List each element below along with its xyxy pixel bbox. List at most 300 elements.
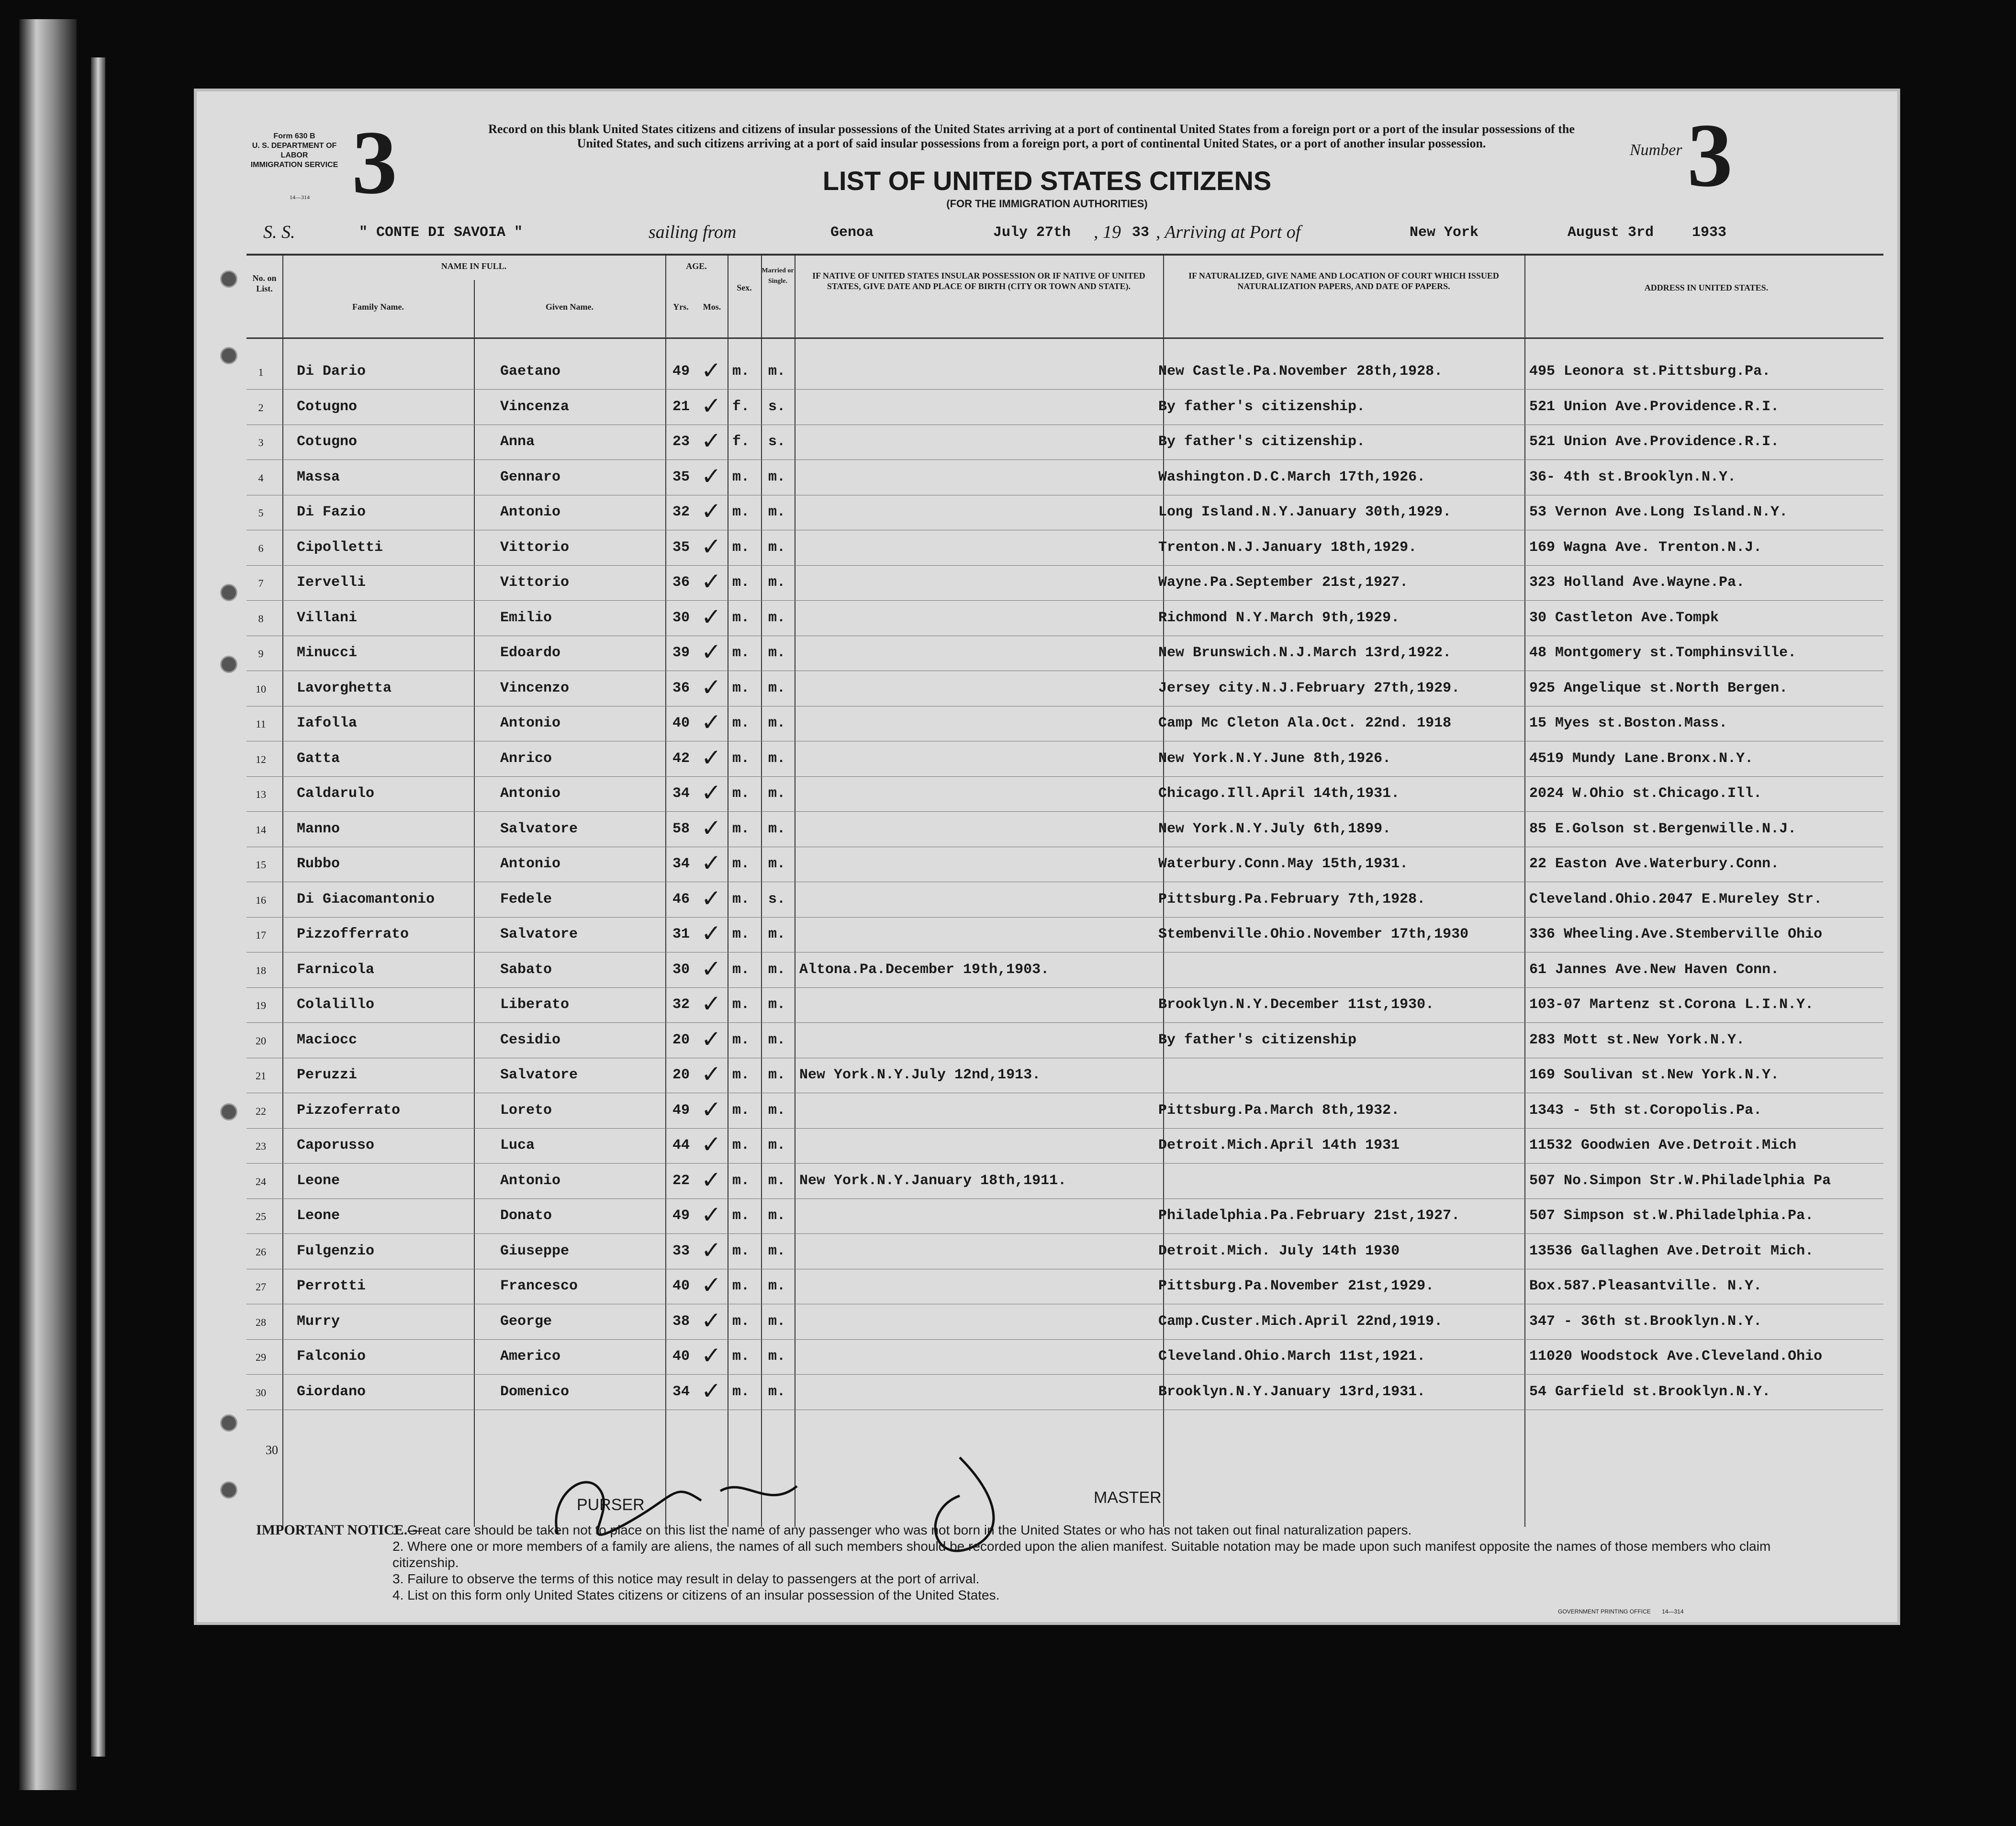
cell-addr: 521 Union Ave.Providence.R.I. [1529, 398, 1780, 415]
table-row [194, 1307, 1900, 1341]
cell-addr: 507 Simpson st.W.Philadelphia.Pa. [1529, 1208, 1814, 1224]
cell-family: Iafolla [297, 715, 358, 731]
cell-ms: m. [768, 820, 786, 837]
table-row [194, 568, 1900, 602]
cell-nat: New York.N.Y.June 8th,1926. [1158, 750, 1391, 767]
cell-sex: m. [732, 363, 750, 380]
cell-no: 12 [256, 753, 266, 765]
cell-addr: 169 Wagna Ave. Trenton.N.J. [1529, 539, 1762, 556]
binder-strip [91, 57, 105, 1757]
cell-no: 6 [258, 542, 264, 554]
table-row [194, 392, 1900, 426]
cell-addr: 336 Wheeling.Ave.Stemberville Ohio [1529, 926, 1823, 942]
cell-age: 36 [672, 680, 690, 696]
table-row [194, 1131, 1900, 1165]
cell-given: Salvatore [500, 820, 578, 837]
cell-family: Cotugno [297, 398, 358, 415]
table-row [194, 990, 1900, 1024]
check-mark: ✓ [701, 1061, 721, 1087]
cell-sex: m. [732, 785, 750, 802]
cell-age: 36 [672, 574, 690, 591]
cell-sex: m. [732, 1031, 750, 1048]
cell-addr: 11532 Goodwien Ave.Detroit.Mich [1529, 1137, 1797, 1154]
table-row [194, 919, 1900, 954]
cell-sex: m. [732, 715, 750, 731]
cell-age: 49 [672, 1208, 690, 1224]
cell-age: 23 [672, 434, 690, 450]
cell-addr: 507 No.Simpon Str.W.Philadelphia Pa [1529, 1172, 1831, 1189]
cell-no: 26 [256, 1245, 266, 1258]
table-row [194, 849, 1900, 884]
cell-nat: By father's citizenship [1158, 1031, 1357, 1048]
cell-ms: m. [768, 1137, 786, 1154]
col-yrs: Yrs. [673, 302, 689, 312]
cell-ms: m. [768, 1383, 786, 1400]
table-row [194, 1236, 1900, 1271]
cell-no: 13 [256, 788, 266, 800]
cell-addr: 495 Leonora st.Pittsburg.Pa. [1529, 363, 1771, 380]
cell-nat: Jersey city.N.J.February 27th,1929. [1158, 680, 1460, 696]
table-top-rule [246, 254, 1883, 256]
cell-given: Gaetano [500, 363, 561, 380]
cell-no: 25 [256, 1210, 266, 1222]
table-row [194, 497, 1900, 532]
cell-addr: 283 Mott st.New York.N.Y. [1529, 1031, 1745, 1048]
col-birth: IF NATIVE OF UNITED STATES INSULAR POSSESSION OR IF NATIVE OF UNITED STATES, GIVE DATE AND PLACE OF BIRTH (CITY OR TOWN AND STATE). [812, 271, 1145, 291]
row-rule [246, 776, 1883, 777]
cell-no: 28 [256, 1316, 266, 1328]
table-row [194, 638, 1900, 672]
cell-ms: m. [768, 961, 786, 978]
cell-no: 16 [256, 894, 266, 906]
notice-item: 4. List on this form only United States citizens or citizens of an insular possession of the United States. [392, 1588, 1000, 1602]
cell-family: Lavorghetta [297, 680, 392, 696]
cell-given: Luca [500, 1137, 535, 1154]
cell-given: Vittorio [500, 574, 570, 591]
notice-item: 2. Where one or more members of a family are aliens, the names of all such members should be recorded upon the alien manifest. Suitable notation may be made upon such manifest opposite the names of those members who claim citizenship. [392, 1539, 1771, 1570]
cell-no: 9 [258, 648, 264, 660]
cell-addr: Cleveland.Ohio.2047 E.Mureley Str. [1529, 891, 1823, 907]
cell-nat: Pittsburg.Pa.March 8th,1932. [1158, 1102, 1400, 1119]
number-label: Number [1630, 141, 1682, 159]
check-mark: ✓ [701, 1201, 721, 1228]
cell-nat: Trenton.N.J.January 18th,1929. [1158, 539, 1417, 556]
cell-family: Cotugno [297, 434, 358, 450]
total-count: 30 [266, 1443, 278, 1457]
cell-addr: 13536 Gallaghen Ave.Detroit Mich. [1529, 1243, 1814, 1259]
cell-family: Caporusso [297, 1137, 375, 1154]
cell-nat: Stembenville.Ohio.November 17th,1930 [1158, 926, 1469, 942]
cell-ms: m. [768, 1278, 786, 1294]
check-mark: ✓ [701, 1096, 721, 1123]
cell-ms: m. [768, 997, 786, 1013]
table-row [194, 533, 1900, 567]
cell-no: 1 [258, 366, 264, 378]
cell-addr: 22 Easton Ave.Waterbury.Conn. [1529, 856, 1780, 872]
sailing-date: July 27th [993, 224, 1071, 241]
check-mark: ✓ [701, 1342, 721, 1369]
table-row [194, 744, 1900, 778]
cell-addr: 11020 Woodstock Ave.Cleveland.Ohio [1529, 1348, 1823, 1365]
cell-given: Anrico [500, 750, 552, 767]
page-number-right: 3 [1687, 105, 1733, 206]
cell-ms: m. [768, 1243, 786, 1259]
cell-addr: 61 Jannes Ave.New Haven Conn. [1529, 961, 1780, 978]
cell-no: 22 [256, 1105, 266, 1117]
cell-sex: m. [732, 750, 750, 767]
cell-ms: m. [768, 504, 786, 520]
cell-given: Antonio [500, 504, 561, 520]
cell-ms: m. [768, 1313, 786, 1330]
col-address: ADDRESS IN UNITED STATES. [1644, 283, 1769, 292]
punch-hole [220, 656, 237, 673]
instructions: Record on this blank United States citizens and citizens of insular possessions of the United States arriving at a port of continental United States from a foreign port or a port of the insular possessions of the United States, and such citizens arriving at a port of said insular possessions from a foreign port, a port of continental United States, or a port of another insular possession. [488, 122, 1575, 150]
cell-no: 21 [256, 1070, 266, 1082]
cell-given: Salvatore [500, 1067, 578, 1083]
cell-sex: m. [732, 1278, 750, 1294]
row-rule [246, 389, 1883, 390]
check-mark: ✓ [701, 1025, 721, 1053]
cell-nat: By father's citizenship. [1158, 434, 1366, 450]
cell-given: Americo [500, 1348, 561, 1365]
cell-age: 58 [672, 820, 690, 837]
cell-given: George [500, 1313, 552, 1330]
cell-no: 11 [256, 718, 266, 730]
cell-sex: m. [732, 1172, 750, 1189]
cell-age: 35 [672, 539, 690, 556]
check-mark: ✓ [701, 1307, 721, 1334]
cell-given: Vittorio [500, 539, 570, 556]
cell-age: 35 [672, 469, 690, 485]
cell-age: 44 [672, 1137, 690, 1154]
cell-ms: m. [768, 785, 786, 802]
cell-sex: m. [732, 1137, 750, 1154]
cell-no: 18 [256, 964, 266, 976]
cell-age: 49 [672, 1102, 690, 1119]
year-prefix: , 19 [1094, 222, 1121, 242]
punch-hole [220, 1414, 237, 1432]
cell-given: Antonio [500, 856, 561, 872]
cell-ms: m. [768, 1208, 786, 1224]
cell-nat: New York.N.Y.July 6th,1899. [1158, 820, 1391, 837]
cell-family: Manno [297, 820, 340, 837]
check-mark: ✓ [701, 639, 721, 665]
cell-addr: 103-07 Martenz st.Corona L.I.N.Y. [1529, 997, 1814, 1013]
cell-birth: Altona.Pa.December 19th,1903. [799, 961, 1050, 978]
cell-family: Di Dario [297, 363, 366, 380]
cell-nat: Camp.Custer.Mich.April 22nd,1919. [1158, 1313, 1443, 1330]
cell-family: Caldarulo [297, 785, 375, 802]
form-number: Form 630 B [273, 132, 315, 140]
check-mark: ✓ [701, 1236, 721, 1264]
row-rule [246, 459, 1883, 460]
col-family-name: Family Name. [352, 302, 404, 312]
ss-label: S. S. [263, 222, 295, 242]
cell-sex: m. [732, 539, 750, 556]
cell-ms: m. [768, 856, 786, 872]
page-subtitle: (FOR THE IMMIGRATION AUTHORITIES) [946, 198, 1148, 210]
printer-name: GOVERNMENT PRINTING OFFICE [1558, 1608, 1651, 1615]
row-rule [246, 565, 1883, 566]
cell-nat: Brooklyn.N.Y.December 11st,1930. [1158, 997, 1434, 1013]
arrival-year: 1933 [1692, 224, 1727, 241]
table-row [194, 1025, 1900, 1060]
cell-age: 39 [672, 645, 690, 661]
cell-ms: m. [768, 363, 786, 380]
cell-ms: s. [768, 398, 786, 415]
cell-sex: m. [732, 609, 750, 626]
printer-footer [1558, 1608, 1684, 1615]
cell-sex: m. [732, 645, 750, 661]
cell-given: Antonio [500, 785, 561, 802]
check-mark: ✓ [701, 814, 721, 841]
col-mos: Mos. [703, 302, 721, 312]
table-row [194, 673, 1900, 708]
cell-nat: By father's citizenship. [1158, 398, 1366, 415]
cell-nat: Pittsburg.Pa.February 7th,1928. [1158, 891, 1426, 907]
cell-family: Perrotti [297, 1278, 366, 1294]
cell-given: Vincenza [500, 398, 570, 415]
cell-sex: m. [732, 1067, 750, 1083]
cell-no: 8 [258, 612, 264, 625]
row-rule [246, 1374, 1883, 1375]
table-row [194, 814, 1900, 849]
cell-addr: 30 Castleton Ave.Tompk [1529, 609, 1719, 626]
check-mark: ✓ [701, 533, 721, 560]
arriving-label: , Arriving at Port of [1156, 222, 1301, 242]
cell-addr: 4519 Mundy Lane.Bronx.N.Y. [1529, 750, 1754, 767]
check-mark: ✓ [701, 920, 721, 947]
cell-nat: Detroit.Mich. July 14th 1930 [1158, 1243, 1400, 1259]
sailing-year: 33 [1132, 224, 1150, 241]
cell-ms: m. [768, 715, 786, 731]
cell-nat: Camp Mc Cleton Ala.Oct. 22nd. 1918 [1158, 715, 1452, 731]
cell-given: Francesco [500, 1278, 578, 1294]
cell-family: Di Fazio [297, 504, 366, 520]
cell-family: Pizzoferrato [297, 1102, 401, 1119]
cell-given: Fedele [500, 891, 552, 907]
cell-addr: 521 Union Ave.Providence.R.I. [1529, 434, 1780, 450]
cell-age: 46 [672, 891, 690, 907]
cell-age: 20 [672, 1031, 690, 1048]
cell-age: 34 [672, 1383, 690, 1400]
cell-ms: m. [768, 1348, 786, 1365]
row-rule [246, 600, 1883, 601]
cell-ms: m. [768, 1172, 786, 1189]
cell-ms: m. [768, 469, 786, 485]
cell-sex: m. [732, 504, 750, 520]
cell-age: 40 [672, 1278, 690, 1294]
cell-sex: m. [732, 1348, 750, 1365]
cell-sex: m. [732, 680, 750, 696]
cell-sex: m. [732, 469, 750, 485]
cell-family: Minucci [297, 645, 358, 661]
cell-ms: m. [768, 539, 786, 556]
cell-nat: Washington.D.C.March 17th,1926. [1158, 469, 1426, 485]
cell-family: Falconio [297, 1348, 366, 1365]
cell-family: Cipolletti [297, 539, 383, 556]
binder-edge [19, 19, 77, 1790]
cell-given: Giuseppe [500, 1243, 570, 1259]
cell-ms: m. [768, 609, 786, 626]
cell-family: Fulgenzio [297, 1243, 375, 1259]
cell-given: Anna [500, 434, 535, 450]
cell-given: Loreto [500, 1102, 552, 1119]
cell-given: Liberato [500, 997, 570, 1013]
punch-hole [220, 1481, 237, 1499]
notice-item: 3. Failure to observe the terms of this notice may result in delay to passengers at the port of arrival. [392, 1571, 980, 1586]
cell-age: 42 [672, 750, 690, 767]
cell-age: 34 [672, 785, 690, 802]
cell-addr: 169 Soulivan st.New York.N.Y. [1529, 1067, 1780, 1083]
cell-addr: 347 - 36th st.Brooklyn.N.Y. [1529, 1313, 1762, 1330]
cell-family: Di Giacomantonio [297, 891, 435, 907]
cell-addr: Box.587.Pleasantville. N.Y. [1529, 1278, 1762, 1294]
table-row [194, 357, 1900, 391]
cell-age: 40 [672, 1348, 690, 1365]
cell-age: 32 [672, 997, 690, 1013]
cell-sex: m. [732, 1208, 750, 1224]
cell-no: 2 [258, 401, 264, 414]
check-mark: ✓ [701, 779, 721, 806]
cell-addr: 53 Vernon Ave.Long Island.N.Y. [1529, 504, 1788, 520]
cell-given: Sabato [500, 961, 552, 978]
check-mark: ✓ [701, 392, 721, 419]
printer-code: 14—314 [1662, 1608, 1684, 1615]
cell-family: Massa [297, 469, 340, 485]
cell-no: 29 [256, 1351, 266, 1363]
notice-items [392, 1522, 1828, 1603]
punch-hole [220, 1103, 237, 1120]
cell-family: Rubbo [297, 856, 340, 872]
cell-addr: 36- 4th st.Brooklyn.N.Y. [1529, 469, 1736, 485]
cell-age: 40 [672, 715, 690, 731]
cell-ms: m. [768, 645, 786, 661]
cell-no: 5 [258, 507, 264, 519]
cell-no: 20 [256, 1034, 266, 1047]
cell-family: Iervelli [297, 574, 366, 591]
cell-age: 38 [672, 1313, 690, 1330]
page-title: LIST OF UNITED STATES CITIZENS [822, 166, 1272, 196]
cell-age: 20 [672, 1067, 690, 1083]
header-bottom-rule [246, 337, 1883, 339]
cell-no: 27 [256, 1281, 266, 1293]
col-married: Married or Single. [762, 267, 794, 285]
row-rule [246, 1022, 1883, 1023]
cell-given: Gennaro [500, 469, 561, 485]
table-row [194, 1096, 1900, 1130]
cell-nat: Cleveland.Ohio.March 11st,1921. [1158, 1348, 1426, 1365]
cell-age: 30 [672, 609, 690, 626]
master-label: MASTER [1094, 1489, 1162, 1507]
check-mark: ✓ [701, 1272, 721, 1299]
cell-sex: f. [732, 434, 750, 450]
ship-name: " CONTE DI SAVOIA " [359, 224, 523, 241]
cell-given: Emilio [500, 609, 552, 626]
cell-nat: Detroit.Mich.April 14th 1931 [1158, 1137, 1400, 1154]
col-given-name: Given Name. [546, 302, 594, 312]
check-mark: ✓ [701, 1377, 721, 1404]
cell-no: 17 [256, 929, 266, 941]
cell-no: 15 [256, 859, 266, 871]
cell-ms: m. [768, 926, 786, 942]
check-mark: ✓ [701, 955, 721, 982]
form-code: 14—314 [290, 194, 310, 201]
cell-nat: New Brunswich.N.J.March 13rd,1922. [1158, 645, 1452, 661]
purser-label: PURSER [577, 1496, 645, 1514]
check-mark: ✓ [701, 427, 721, 454]
check-mark: ✓ [701, 1131, 721, 1158]
cell-given: Domenico [500, 1383, 570, 1400]
service: IMMIGRATION SERVICE [250, 161, 338, 169]
cell-no: 30 [256, 1386, 266, 1399]
cell-ms: m. [768, 574, 786, 591]
cell-given: Edoardo [500, 645, 561, 661]
punch-hole [220, 584, 237, 601]
cell-given: Antonio [500, 1172, 561, 1189]
table-row [194, 462, 1900, 497]
cell-birth: New York.N.Y.January 18th,1911. [799, 1172, 1067, 1189]
row-rule [246, 1163, 1883, 1164]
cell-family: Leone [297, 1172, 340, 1189]
cell-given: Salvatore [500, 926, 578, 942]
table-row [194, 708, 1900, 743]
cell-sex: m. [732, 997, 750, 1013]
cell-family: Maciocc [297, 1031, 358, 1048]
cell-age: 34 [672, 856, 690, 872]
cell-sex: m. [732, 1313, 750, 1330]
cell-age: 21 [672, 398, 690, 415]
punch-hole [220, 270, 237, 288]
cell-ms: s. [768, 891, 786, 907]
form-header-left [249, 132, 340, 170]
cell-nat: Brooklyn.N.Y.January 13rd,1931. [1158, 1383, 1426, 1400]
arrival-port: New York [1410, 224, 1479, 241]
table-row [194, 779, 1900, 813]
check-mark: ✓ [701, 603, 721, 630]
table-row [194, 885, 1900, 919]
row-rule [246, 917, 1883, 918]
sailing-label: sailing from [649, 222, 737, 242]
cell-family: Villani [297, 609, 358, 626]
cell-addr: 15 Myes st.Boston.Mass. [1529, 715, 1728, 731]
cell-sex: m. [732, 1102, 750, 1119]
table-row [194, 1342, 1900, 1376]
cell-birth: New York.N.Y.July 12nd,1913. [799, 1067, 1041, 1083]
page-number-left: 3 [352, 112, 397, 213]
check-mark: ✓ [701, 673, 721, 701]
cell-family: Leone [297, 1208, 340, 1224]
cell-no: 23 [256, 1140, 266, 1152]
cell-given: Vincenzo [500, 680, 570, 696]
cell-nat: Chicago.Ill.April 14th,1931. [1158, 785, 1400, 802]
check-mark: ✓ [701, 990, 721, 1017]
table-row [194, 603, 1900, 638]
row-rule [246, 1128, 1883, 1129]
cell-ms: m. [768, 1102, 786, 1119]
voyage-line [194, 218, 1900, 251]
cell-sex: m. [732, 1383, 750, 1400]
cell-family: Gatta [297, 750, 340, 767]
check-mark: ✓ [701, 885, 721, 912]
table-row [194, 1166, 1900, 1200]
cell-sex: m. [732, 820, 750, 837]
table-row [194, 427, 1900, 461]
cell-family: Farnicola [297, 961, 375, 978]
cell-ms: m. [768, 750, 786, 767]
check-mark: ✓ [701, 744, 721, 771]
check-mark: ✓ [701, 498, 721, 525]
